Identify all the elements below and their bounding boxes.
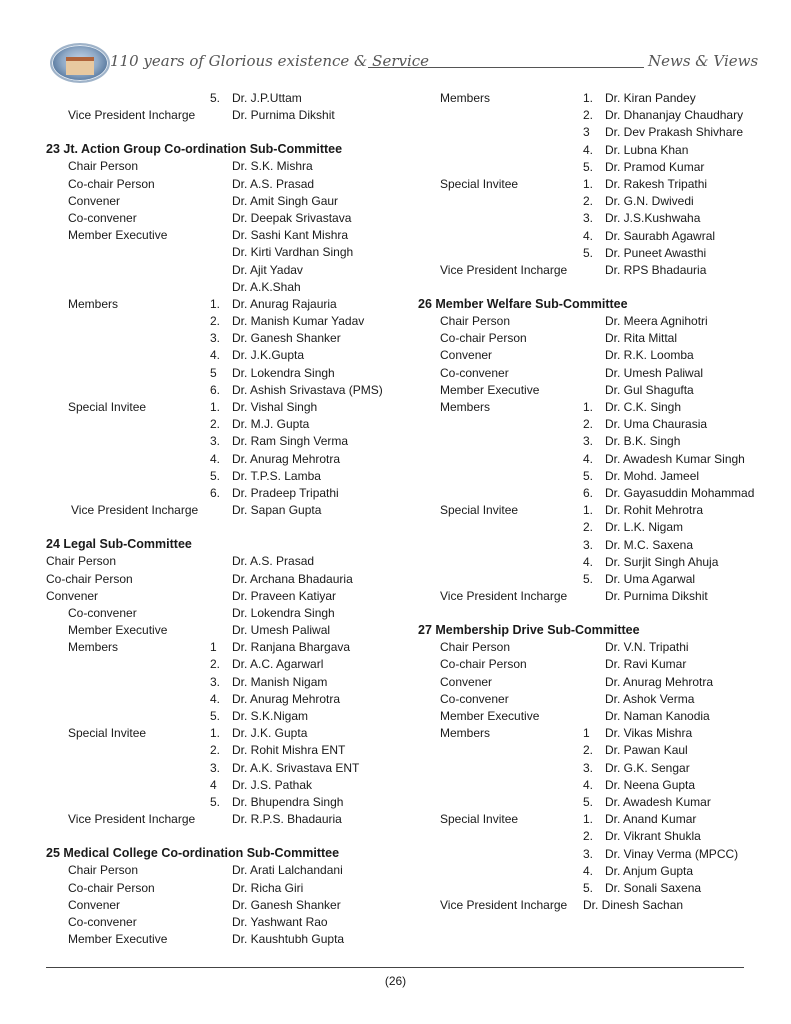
member-number: 1.: [583, 400, 594, 414]
member-row: [46, 862, 386, 879]
committee-heading: [418, 605, 763, 639]
member-name: Dr. Anurag Mehrotra: [605, 674, 714, 689]
member-number: 2.: [210, 314, 221, 329]
member-row: [46, 107, 386, 124]
member-name: Dr. Amit Singh Gaur: [232, 193, 339, 208]
member-name: Dr. Umesh Paliwal: [605, 365, 704, 380]
member-name: Dr. Sapan Gupta: [232, 503, 322, 518]
member-name: Dr. Ganesh Shanker: [232, 331, 341, 346]
member-row: [46, 382, 386, 399]
member-name: Dr. Pradeep Tripathi: [232, 485, 339, 500]
member-row: [418, 571, 763, 588]
member-number: 4.: [583, 228, 594, 243]
member-number: 5.: [583, 794, 594, 809]
member-name: Dr. Ajit Yadav: [232, 262, 303, 277]
member-name: Dr. Sashi Kant Mishra: [232, 228, 349, 243]
member-row: [418, 228, 763, 245]
member-row: [46, 210, 386, 227]
member-row: [46, 553, 386, 570]
member-row: [418, 554, 763, 571]
committee-title: 26 Member Welfare Sub-Committee: [418, 296, 628, 311]
member-row: [418, 485, 763, 502]
role-label: Members: [440, 726, 491, 741]
member-number: 5.: [583, 159, 594, 174]
member-name: Dr. J.S.Kushwaha: [605, 211, 701, 226]
header-section-label: News & Views: [648, 52, 759, 70]
member-name: Dr. M.J. Gupta: [232, 417, 310, 432]
member-row: [46, 485, 386, 502]
member-name: Dr. Manish Nigam: [232, 674, 328, 689]
member-row: [418, 880, 763, 897]
role-label: Vice President Incharge: [440, 262, 568, 277]
member-name: Dr. Naman Kanodia: [605, 709, 710, 723]
role-label: Chair Person: [46, 554, 117, 569]
member-number: 2.: [583, 743, 594, 758]
role-label: Special Invitee: [68, 726, 147, 741]
member-number: 5.: [210, 709, 221, 723]
member-row: [418, 193, 763, 210]
member-name: Dr. Purnima Dikshit: [605, 589, 708, 604]
member-name: Dr. Dhananjay Chaudhary: [605, 108, 744, 123]
role-label: Co-convener: [68, 914, 137, 929]
member-row: [46, 262, 386, 279]
role-label: Convener: [68, 897, 121, 912]
member-name: Dr. C.K. Singh: [605, 400, 682, 414]
role-label: Vice President Incharge: [71, 503, 199, 518]
member-number: 5.: [583, 571, 594, 586]
member-number: 4.: [210, 691, 221, 706]
member-name: Dr. G.K. Sengar: [605, 760, 690, 775]
role-label: Vice President Incharge: [68, 108, 196, 123]
member-row: [46, 193, 386, 210]
member-row: [418, 451, 763, 468]
member-row: [418, 828, 763, 845]
member-row: [418, 124, 763, 141]
role-label: Vice President Incharge: [440, 898, 568, 913]
member-row: [46, 330, 386, 347]
member-row: [418, 416, 763, 433]
member-name: Dr. Meera Agnihotri: [605, 314, 708, 329]
member-row: [46, 622, 386, 639]
member-name: Dr. Pramod Kumar: [605, 159, 705, 174]
member-row: [46, 880, 386, 897]
member-name: Dr. Manish Kumar Yadav: [232, 314, 365, 329]
member-row: [418, 382, 763, 399]
member-row: [418, 107, 763, 124]
role-label: Member Executive: [68, 932, 168, 947]
member-number: 4.: [210, 451, 221, 466]
member-row: [46, 708, 386, 725]
member-number: 5.: [583, 245, 594, 260]
member-row: [46, 502, 386, 519]
member-row: [46, 90, 386, 107]
member-row: [418, 90, 763, 107]
member-row: [418, 142, 763, 159]
committee-title: 27 Membership Drive Sub-Committee: [418, 623, 640, 638]
committee-heading: [46, 519, 386, 553]
member-number: 1.: [210, 296, 221, 311]
member-name: Dr. Vikas Mishra: [605, 726, 693, 741]
member-row: [46, 244, 386, 261]
member-number: 5.: [210, 468, 221, 483]
role-label: Member Executive: [68, 623, 168, 638]
member-number: 3.: [583, 211, 594, 226]
member-number: 6.: [210, 382, 221, 397]
member-number: 3.: [583, 846, 594, 861]
member-number: 4.: [583, 777, 594, 792]
member-number: 1.: [210, 726, 221, 741]
role-label: Co-convener: [68, 210, 137, 225]
member-row: [418, 691, 763, 708]
member-number: 2.: [583, 417, 594, 432]
role-label: Chair Person: [440, 314, 511, 329]
member-row: [46, 399, 386, 416]
member-row: [46, 416, 386, 433]
member-number: 4.: [583, 142, 594, 157]
member-name: Dr. J.K. Gupta: [232, 726, 308, 741]
member-name: Dr. Anurag Rajauria: [232, 296, 337, 311]
member-name: Dr. A.S. Prasad: [232, 176, 315, 191]
member-row: [418, 846, 763, 863]
member-name: Dr. Rita Mittal: [605, 331, 678, 346]
member-name: Dr. Anand Kumar: [605, 812, 697, 827]
member-row: [418, 347, 763, 364]
role-label: Chair Person: [440, 640, 511, 655]
member-name: Dr. Kirti Vardhan Singh: [232, 245, 354, 260]
left-column: [46, 90, 386, 948]
member-row: [46, 811, 386, 828]
page-number: (26): [384, 974, 407, 988]
member-row: [418, 313, 763, 330]
member-number: 2.: [583, 108, 594, 123]
member-name: Dr. A.K. Srivastava ENT: [232, 760, 360, 775]
role-label: Convener: [46, 588, 99, 603]
member-number: 1: [583, 726, 590, 741]
member-name: Dr. Lokendra Singh: [232, 365, 335, 380]
member-name: Dr. Umesh Paliwal: [232, 623, 331, 638]
role-label: Vice President Incharge: [440, 589, 568, 604]
member-row: [418, 760, 763, 777]
member-row: [418, 433, 763, 450]
member-row: [46, 742, 386, 759]
member-number: 5.: [583, 468, 594, 483]
role-label: Special Invitee: [68, 400, 147, 414]
member-name: Dr. Rakesh Tripathi: [605, 176, 708, 191]
member-name: Dr. Kaushtubh Gupta: [232, 932, 345, 947]
member-number: 4: [210, 777, 217, 792]
member-name: Dr. Ganesh Shanker: [232, 897, 341, 912]
committee-title: 24 Legal Sub-Committee: [46, 537, 192, 552]
member-number: 2.: [210, 743, 221, 758]
member-row: [46, 760, 386, 777]
role-label: Co-chair Person: [440, 657, 527, 672]
member-number: 1.: [583, 176, 594, 191]
member-name: Dr. Ram Singh Verma: [232, 434, 349, 449]
member-row: [46, 931, 386, 948]
member-row: [46, 691, 386, 708]
member-number: 3.: [210, 331, 221, 346]
role-label: Co-convener: [68, 605, 137, 620]
member-name: Dr. A.C. Agarwarl: [232, 657, 324, 672]
role-label: Chair Person: [68, 863, 139, 878]
member-name: Dr. Anurag Mehrotra: [232, 451, 341, 466]
member-row: [418, 245, 763, 262]
member-name: Dr. J.K.Gupta: [232, 348, 305, 363]
member-number: 3.: [583, 760, 594, 775]
member-number: 4.: [583, 554, 594, 569]
member-name: Dr. Ranjana Bhargava: [232, 640, 351, 655]
member-row: [418, 742, 763, 759]
member-name: Dr. V.N. Tripathi: [605, 640, 689, 655]
college-logo-icon: [50, 43, 110, 83]
member-number: 2.: [583, 194, 594, 209]
member-row: [418, 210, 763, 227]
role-label: Member Executive: [440, 709, 540, 723]
member-name: Dr. Ashish Srivastava (PMS): [232, 382, 383, 397]
role-label: Special Invitee: [440, 812, 519, 827]
member-number: 6.: [583, 485, 594, 500]
member-name: Dr. A.S. Prasad: [232, 554, 315, 569]
member-name: Dr. Ashok Verma: [605, 691, 695, 706]
member-name: Dr. Rohit Mehrotra: [605, 503, 704, 518]
member-row: [46, 605, 386, 622]
member-name: Dr. Sonali Saxena: [605, 880, 702, 895]
member-name: Dr. Gayasuddin Mohammad: [605, 485, 755, 500]
member-number: 4.: [210, 348, 221, 363]
member-row: [418, 399, 763, 416]
committee-heading: [418, 279, 763, 313]
member-row: [418, 897, 763, 914]
member-number: 3.: [210, 760, 221, 775]
role-label: Co-chair Person: [68, 176, 155, 191]
member-name: Dr. Vinay Verma (MPCC): [605, 846, 739, 861]
member-number: 2.: [210, 657, 221, 672]
member-row: [46, 639, 386, 656]
member-name: Dr. Saurabh Agawral: [605, 228, 716, 243]
member-name: Dr. RPS Bhadauria: [605, 262, 707, 277]
member-row: [46, 227, 386, 244]
member-row: [46, 176, 386, 193]
member-name: Dr. Vikrant Shukla: [605, 829, 701, 844]
member-row: [46, 914, 386, 931]
member-name: Dr. Lubna Khan: [605, 142, 689, 157]
member-row: [46, 656, 386, 673]
member-row: [418, 262, 763, 279]
committee-heading: [46, 124, 386, 158]
member-number: 3.: [210, 674, 221, 689]
member-row: [418, 777, 763, 794]
role-label: Special Invitee: [440, 503, 519, 518]
member-row: [418, 159, 763, 176]
member-name: Dr. Rohit Mishra ENT: [232, 743, 346, 758]
role-label: Convener: [68, 193, 121, 208]
member-name: Dr. Ravi Kumar: [605, 657, 687, 672]
member-name: Dr. M.C. Saxena: [605, 537, 694, 552]
member-name: Dr. B.K. Singh: [605, 434, 681, 449]
member-name: Dr. S.K. Mishra: [232, 159, 313, 174]
member-row: [46, 313, 386, 330]
committee-title: 25 Medical College Co-ordination Sub-Committee: [46, 846, 340, 861]
member-name: Dr. Uma Chaurasia: [605, 417, 708, 432]
member-name: Dr. Archana Bhadauria: [232, 571, 353, 586]
member-number: 2.: [583, 829, 594, 844]
member-row: [418, 588, 763, 605]
member-number: 5.: [583, 880, 594, 895]
member-row: [418, 502, 763, 519]
member-number: 4.: [583, 451, 594, 466]
role-label: Member Executive: [440, 382, 540, 397]
member-number: 3: [583, 125, 590, 140]
role-label: Convener: [440, 674, 493, 689]
member-row: [46, 571, 386, 588]
member-name: Dr. Mohd. Jameel: [605, 468, 700, 483]
role-label: Members: [440, 91, 491, 105]
member-row: [418, 708, 763, 725]
member-name: Dr. R.P.S. Bhadauria: [232, 812, 342, 827]
role-label: Members: [68, 640, 119, 655]
member-name: Dr. Anjum Gupta: [605, 863, 694, 878]
member-row: [46, 365, 386, 382]
member-number: 2.: [210, 417, 221, 432]
role-label: Vice President Incharge: [68, 812, 196, 827]
member-number: 2.: [583, 520, 594, 535]
role-label: Members: [440, 400, 491, 414]
member-name: Dr. A.K.Shah: [232, 279, 301, 294]
role-label: Co-convener: [440, 691, 509, 706]
member-name: Dr. Deepak Srivastava: [232, 210, 352, 225]
member-number: 1: [210, 640, 217, 655]
role-label: Co-chair Person: [440, 331, 527, 346]
role-label: Special Invitee: [440, 176, 519, 191]
member-name: Dr. Pawan Kaul: [605, 743, 688, 758]
header-tagline: 110 years of Glorious existence & Service: [110, 52, 430, 70]
member-row: [418, 794, 763, 811]
member-number: 5.: [210, 794, 221, 809]
member-number: 5: [210, 365, 217, 380]
member-row: [418, 639, 763, 656]
role-label: Co-convener: [440, 365, 509, 380]
member-name: Dr. Awadesh Kumar Singh: [605, 451, 745, 466]
member-row: [46, 279, 386, 296]
member-row: [46, 451, 386, 468]
member-number: 1.: [583, 812, 594, 827]
member-row: [418, 519, 763, 536]
role-label: Chair Person: [68, 159, 139, 174]
member-number: 3.: [210, 434, 221, 449]
member-row: [418, 537, 763, 554]
member-name: Dr. Vishal Singh: [232, 400, 318, 414]
member-name: Dr. T.P.S. Lamba: [232, 468, 321, 483]
member-row: [418, 365, 763, 382]
member-name: Dr. G.N. Dwivedi: [605, 194, 694, 209]
member-name: Dr. Bhupendra Singh: [232, 794, 344, 809]
member-row: [46, 468, 386, 485]
member-row: [46, 433, 386, 450]
member-number: 3.: [583, 537, 594, 552]
member-name: Dr. J.S. Pathak: [232, 777, 313, 792]
member-row: [46, 794, 386, 811]
role-label: Member Executive: [68, 228, 168, 243]
member-row: [418, 176, 763, 193]
member-name: Dr. Anurag Mehrotra: [232, 691, 341, 706]
member-row: [418, 468, 763, 485]
member-row: [46, 158, 386, 175]
member-row: [418, 656, 763, 673]
role-label: Members: [68, 296, 119, 311]
member-name: Dr. Richa Giri: [232, 880, 304, 895]
member-name: Dr. Surjit Singh Ahuja: [605, 554, 719, 569]
member-row: [46, 296, 386, 313]
member-name: Dr. L.K. Nigam: [605, 520, 684, 535]
member-row: [46, 588, 386, 605]
role-label: Co-chair Person: [68, 880, 155, 895]
role-label: Co-chair Person: [46, 571, 133, 586]
member-name: Dr. R.K. Loomba: [605, 348, 694, 363]
member-name: Dr. Dinesh Sachan: [583, 898, 684, 913]
right-column: [418, 90, 763, 914]
member-row: [418, 330, 763, 347]
member-row: [418, 674, 763, 691]
member-row: [418, 863, 763, 880]
member-name: Dr. Dev Prakash Shivhare: [605, 125, 744, 140]
member-name: Dr. Neena Gupta: [605, 777, 696, 792]
member-name: Dr. Praveen Katiyar: [232, 588, 337, 603]
member-name: Dr. Uma Agarwal: [605, 571, 696, 586]
member-number: 1.: [210, 400, 221, 414]
member-name: Dr. Kiran Pandey: [605, 91, 696, 105]
member-name: Dr. Arati Lalchandani: [232, 863, 343, 878]
member-number: 6.: [210, 485, 221, 500]
committee-title: 23 Jt. Action Group Co-ordination Sub-Committee: [46, 142, 343, 157]
member-name: Dr. S.K.Nigam: [232, 709, 309, 723]
role-label: Convener: [440, 348, 493, 363]
member-row: [46, 347, 386, 364]
committee-heading: [46, 828, 386, 862]
member-row: [418, 811, 763, 828]
member-name: Dr. Yashwant Rao: [232, 914, 328, 929]
member-number: 1.: [583, 503, 594, 518]
member-row: [46, 777, 386, 794]
member-row: [418, 725, 763, 742]
member-number: 4.: [583, 863, 594, 878]
member-name: Dr. Gul Shagufta: [605, 382, 694, 397]
member-row: [46, 674, 386, 691]
member-number: 3.: [583, 434, 594, 449]
member-name: Dr. Puneet Awasthi: [605, 245, 707, 260]
member-name: Dr. Lokendra Singh: [232, 605, 335, 620]
member-number: 5.: [210, 91, 221, 105]
footer-rule: [46, 967, 744, 968]
member-name: Dr. Purnima Dikshit: [232, 108, 335, 123]
member-row: [46, 897, 386, 914]
member-name: Dr. J.P.Uttam: [232, 91, 302, 105]
member-number: 1.: [583, 91, 594, 105]
member-name: Dr. Awadesh Kumar: [605, 794, 711, 809]
member-row: [46, 725, 386, 742]
page-header: [0, 0, 791, 95]
header-rule: [368, 67, 644, 68]
